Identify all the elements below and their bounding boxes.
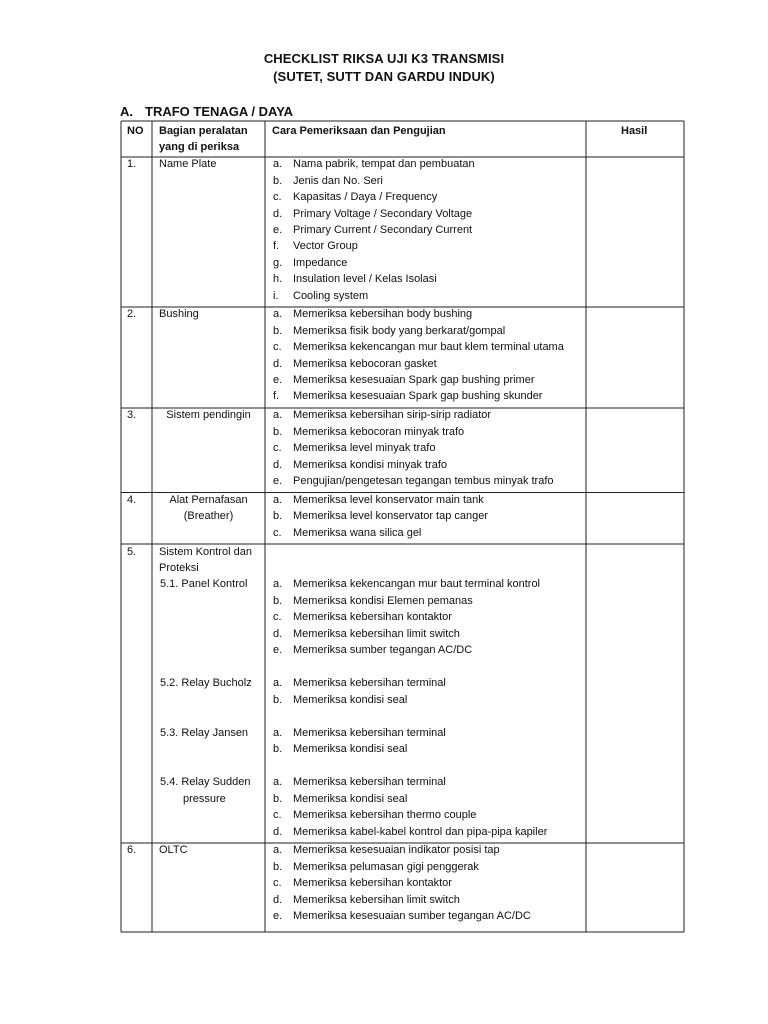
checklist-item: Kapasitas / Daya / Frequency xyxy=(293,191,438,204)
checklist-item: Insulation level / Kelas Isolasi xyxy=(293,273,437,286)
checklist-item: Memeriksa kondisi seal xyxy=(293,792,408,805)
item-marker: d. xyxy=(273,893,283,906)
item-marker: d. xyxy=(273,627,283,640)
checklist-item: Memeriksa kebersihan kontaktor xyxy=(293,611,452,624)
checklist-item: Cooling system xyxy=(293,289,369,302)
checklist-item: Pengujian/pengetesan tegangan tembus minyak trafo xyxy=(293,474,554,487)
item-marker: c. xyxy=(273,526,282,539)
part-name: Alat Pernafasan xyxy=(169,493,248,506)
checklist-item: Memeriksa level minyak trafo xyxy=(293,442,436,455)
item-marker: b. xyxy=(273,743,283,756)
checklist-item: Memeriksa kekencangan mur baut klem terminal utama xyxy=(293,341,564,354)
document-title: CHECKLIST RIKSA UJI K3 TRANSMISI xyxy=(263,51,505,66)
checklist-item: Memeriksa kondisi Elemen pemanas xyxy=(293,594,473,607)
item-marker: h. xyxy=(273,273,283,286)
checklist-item: Memeriksa kebocoran gasket xyxy=(293,357,437,370)
item-marker: b. xyxy=(273,174,283,187)
item-marker: c. xyxy=(273,611,282,624)
checklist-item: Memeriksa kesesuaian sumber tegangan AC/DC xyxy=(293,910,531,922)
checklist-item: Memeriksa kebersihan limit switch xyxy=(293,893,460,906)
item-marker: d. xyxy=(273,207,283,220)
checklist-item: Memeriksa kebocoran minyak trafo xyxy=(293,425,465,438)
item-marker: e. xyxy=(273,474,283,487)
item-marker: b. xyxy=(273,693,283,706)
part-name: Bushing xyxy=(159,308,199,321)
document-subtitle: (SUTET, SUTT DAN GARDU INDUK) xyxy=(273,69,495,84)
checklist-item: Memeriksa pelumasan gigi penggerak xyxy=(293,860,479,873)
item-marker: f. xyxy=(273,390,280,403)
row-number: 5. xyxy=(127,545,137,558)
item-marker: a. xyxy=(273,158,283,171)
item-marker: b. xyxy=(273,510,283,523)
subgroup-label: 5.3. Relay Jansen xyxy=(160,726,249,739)
checklist-item: Memeriksa level konservator tap canger xyxy=(293,510,489,523)
checklist-item: Impedance xyxy=(293,256,348,269)
item-marker: e. xyxy=(273,374,283,386)
item-marker: c. xyxy=(273,442,282,455)
checklist-item: Memeriksa kebersihan terminal xyxy=(293,726,446,739)
checklist-item: Memeriksa kebersihan sirip-sirip radiator xyxy=(293,409,492,422)
part-name: OLTC xyxy=(159,844,188,857)
item-marker: a. xyxy=(273,308,283,321)
checklist-item: Memeriksa kondisi seal xyxy=(293,693,408,706)
checklist-item: Memeriksa kondisi seal xyxy=(293,743,408,756)
row-number: 6. xyxy=(127,844,137,857)
checklist-item: Memeriksa sumber tegangan AC/DC xyxy=(293,643,473,656)
header-result: Hasil xyxy=(621,125,648,137)
subgroup-label: 5.1. Panel Kontrol xyxy=(160,578,248,591)
checklist-item: Jenis dan No. Seri xyxy=(293,174,383,187)
item-marker: b. xyxy=(273,792,283,805)
item-marker: i. xyxy=(273,289,279,302)
checklist-item: Memeriksa kabel-kabel kontrol dan pipa-pipa kapiler xyxy=(293,825,548,838)
row-number: 2. xyxy=(127,308,137,321)
subgroup-label: 5.2. Relay Bucholz xyxy=(160,677,252,690)
part-name: Sistem pendingin xyxy=(166,409,251,422)
item-marker: e. xyxy=(273,643,283,656)
checklist-item: Memeriksa kondisi minyak trafo xyxy=(293,458,448,471)
item-marker: e. xyxy=(273,910,283,922)
part-name: Name Plate xyxy=(159,158,217,171)
section-letter: A. xyxy=(120,104,133,119)
header-part-line2: yang di periksa xyxy=(159,141,240,153)
checklist-item: Memeriksa kebersihan limit switch xyxy=(293,627,460,640)
checklist-item: Primary Voltage / Secondary Voltage xyxy=(293,207,473,220)
item-marker: d. xyxy=(273,357,283,370)
checklist-item: Memeriksa kesesuaian Spark gap bushing skunder xyxy=(293,390,543,403)
section-title: TRAFO TENAGA / DAYA xyxy=(145,104,294,119)
checklist-item: Memeriksa kebersihan kontaktor xyxy=(293,877,452,890)
item-marker: e. xyxy=(273,223,283,236)
checklist-item: Memeriksa kebersihan body bushing xyxy=(293,308,473,321)
checklist-item: Memeriksa kekencangan mur baut terminal kontrol xyxy=(293,578,541,591)
subgroup-label: 5.4. Relay Sudden xyxy=(160,776,251,789)
row-number: 4. xyxy=(127,493,137,506)
header-part-line1: Bagian peralatan xyxy=(159,125,248,137)
item-marker: c. xyxy=(273,809,282,822)
item-marker: a. xyxy=(273,493,283,506)
section-heading xyxy=(120,104,293,119)
item-marker: c. xyxy=(273,341,282,354)
checklist-item: Memeriksa wana silica gel xyxy=(293,526,422,539)
part-name: Sistem Kontrol dan xyxy=(159,545,252,558)
checklist-item: Memeriksa kesesuaian Spark gap bushing primer xyxy=(293,374,535,386)
item-marker: b. xyxy=(273,594,283,607)
item-marker: c. xyxy=(273,877,282,890)
item-marker: a. xyxy=(273,677,283,690)
item-marker: a. xyxy=(273,726,283,739)
checklist-item: Vector Group xyxy=(293,240,358,253)
part-name: Proteksi xyxy=(159,561,199,574)
item-marker: b. xyxy=(273,860,283,873)
checklist-item: Memeriksa kesesuaian indikator posisi tap xyxy=(293,844,500,857)
header-no: NO xyxy=(127,125,144,137)
item-marker: g. xyxy=(273,256,283,269)
checklist-item: Memeriksa kebersihan terminal xyxy=(293,776,446,789)
item-marker: b. xyxy=(273,425,283,438)
row-number: 3. xyxy=(127,409,137,422)
item-marker: b. xyxy=(273,324,283,337)
item-marker: a. xyxy=(273,578,283,591)
checklist-item: Nama pabrik, tempat dan pembuatan xyxy=(293,158,475,171)
item-marker: c. xyxy=(273,191,282,204)
checklist-item: Memeriksa level konservator main tank xyxy=(293,493,484,506)
item-marker: f. xyxy=(273,240,280,253)
header-method: Cara Pemeriksaan dan Pengujian xyxy=(272,125,446,137)
item-marker: a. xyxy=(273,776,283,789)
checklist-item: Memeriksa fisik body yang berkarat/gompal xyxy=(293,324,506,337)
item-marker: d. xyxy=(273,458,283,471)
subgroup-label: pressure xyxy=(183,792,226,805)
part-name: (Breather) xyxy=(183,510,234,523)
checklist-item: Memeriksa kebersihan thermo couple xyxy=(293,809,477,822)
item-marker: a. xyxy=(273,409,283,422)
checklist-item: Memeriksa kebersihan terminal xyxy=(293,677,446,690)
checklist-item: Primary Current / Secondary Current xyxy=(293,223,473,236)
item-marker: d. xyxy=(273,825,283,838)
row-number: 1. xyxy=(127,158,137,171)
item-marker: a. xyxy=(273,844,283,857)
